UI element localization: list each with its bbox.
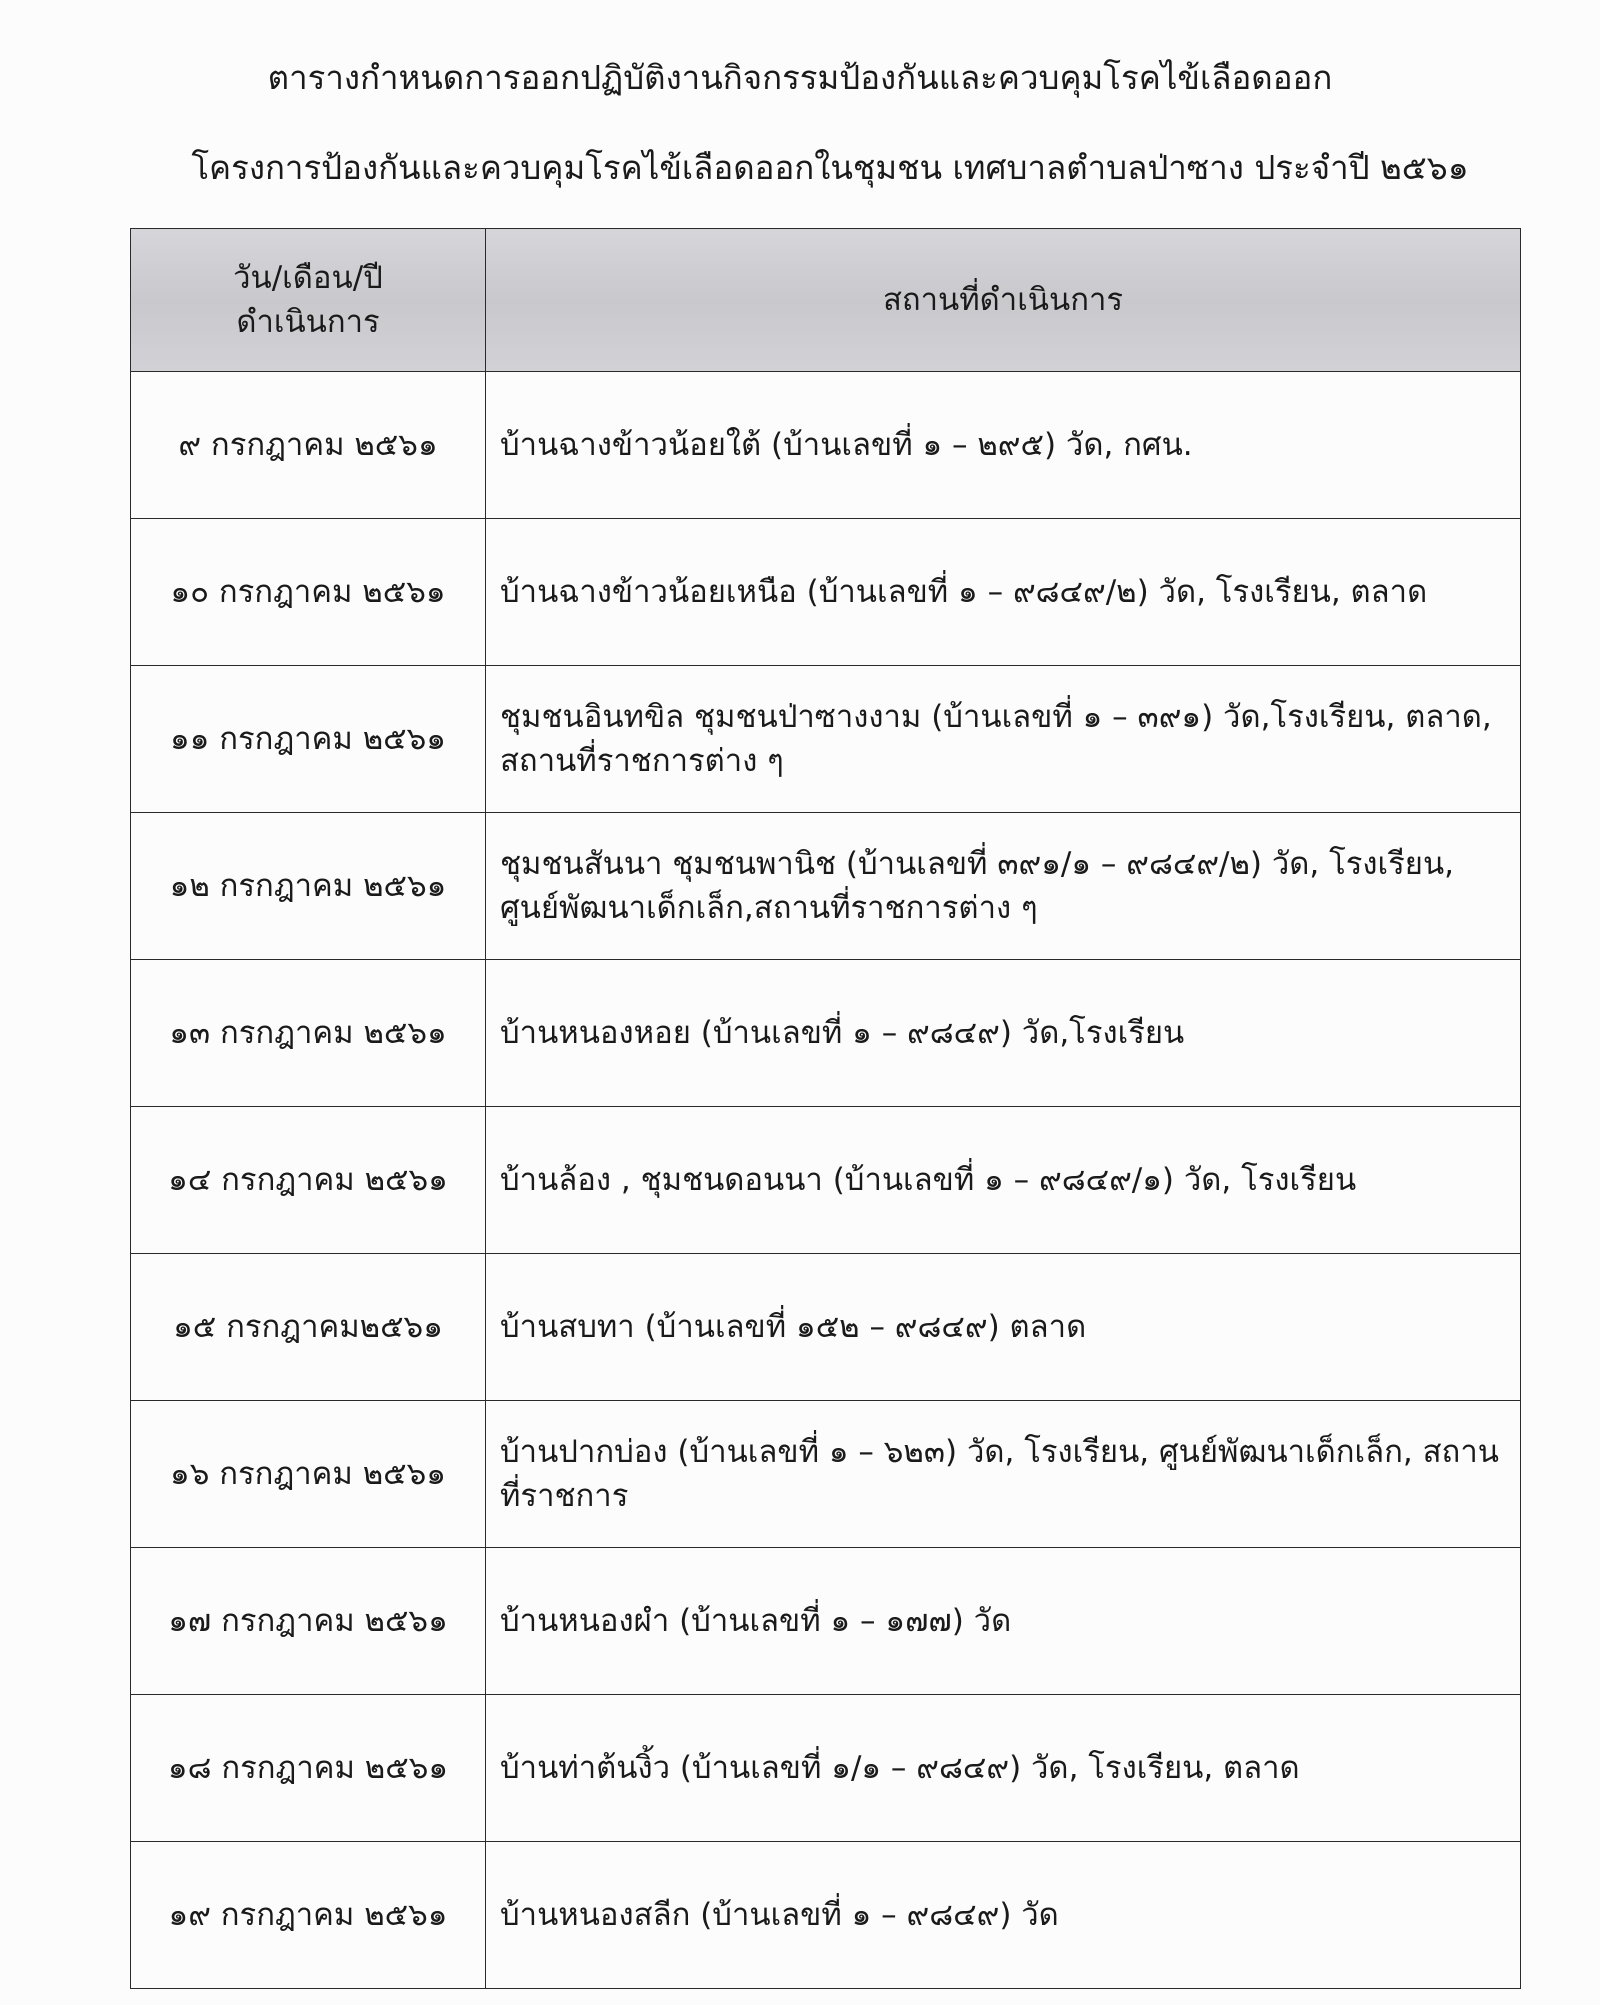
document-subtitle: โครงการป้องกันและควบคุมโรคไข้เลือดออกในชุมชน เทศบาลตำบลป่าซาง ประจำปี ๒๕๖๑ bbox=[191, 148, 1469, 187]
table-header-row bbox=[131, 229, 1521, 372]
table-row bbox=[131, 1842, 1521, 1989]
place-cell: บ้านหนองหอย (บ้านเลขที่ ๑ – ๙๘๔๙) วัด,โรงเรียน bbox=[486, 960, 1521, 1107]
date-cell: ๑๙ กรกฎาคม ๒๕๖๑ bbox=[131, 1842, 486, 1989]
place-cell: ชุมชนสันนา ชุมชนพานิช (บ้านเลขที่ ๓๙๑/๑ – ๙๘๔๙/๒) วัด, โรงเรียน, ศูนย์พัฒนาเด็กเล็ก,สถานที่ราชการต่าง ๆ bbox=[486, 813, 1521, 960]
date-cell: ๑๓ กรกฎาคม ๒๕๖๑ bbox=[131, 960, 486, 1107]
place-cell: ชุมชนอินทขิล ชุมชนป่าซางงาม (บ้านเลขที่ ๑ – ๓๙๑) วัด,โรงเรียน, ตลาด, สถานที่ราชการต่าง ๆ bbox=[486, 666, 1521, 813]
place-cell: บ้านฉางข้าวน้อยเหนือ (บ้านเลขที่ ๑ – ๙๘๔๙/๒) วัด, โรงเรียน, ตลาด bbox=[486, 519, 1521, 666]
table-row bbox=[131, 1695, 1521, 1842]
table-row bbox=[131, 813, 1521, 960]
table-row bbox=[131, 519, 1521, 666]
table-row bbox=[131, 1401, 1521, 1548]
table-row bbox=[131, 666, 1521, 813]
table-row bbox=[131, 372, 1521, 519]
date-cell: ๑๔ กรกฎาคม ๒๕๖๑ bbox=[131, 1107, 486, 1254]
place-cell: บ้านหนองสลีก (บ้านเลขที่ ๑ – ๙๘๔๙) วัด bbox=[486, 1842, 1521, 1989]
place-cell: บ้านล้อง , ชุมชนดอนนา (บ้านเลขที่ ๑ – ๙๘๔๙/๑) วัด, โรงเรียน bbox=[486, 1107, 1521, 1254]
date-cell: ๑๘ กรกฎาคม ๒๕๖๑ bbox=[131, 1695, 486, 1842]
place-cell: บ้านหนองผำ (บ้านเลขที่ ๑ – ๑๗๗) วัด bbox=[486, 1548, 1521, 1695]
place-cell: บ้านท่าต้นงิ้ว (บ้านเลขที่ ๑/๑ – ๙๘๔๙) วัด, โรงเรียน, ตลาด bbox=[486, 1695, 1521, 1842]
date-header-line2: ดำเนินการ bbox=[236, 304, 380, 340]
date-cell: ๑๑ กรกฎาคม ๒๕๖๑ bbox=[131, 666, 486, 813]
document-title: ตารางกำหนดการออกปฏิบัติงานกิจกรรมป้องกันและควบคุมโรคไข้เลือดออก bbox=[267, 58, 1333, 97]
place-cell: บ้านฉางข้าวน้อยใต้ (บ้านเลขที่ ๑ – ๒๙๕) วัด, กศน. bbox=[486, 372, 1521, 519]
place-column-header: สถานที่ดำเนินการ bbox=[486, 229, 1521, 372]
schedule-table bbox=[130, 228, 1521, 1989]
date-column-header bbox=[131, 229, 486, 372]
date-cell: ๑๖ กรกฎาคม ๒๕๖๑ bbox=[131, 1401, 486, 1548]
place-cell: บ้านสบทา (บ้านเลขที่ ๑๕๒ – ๙๘๔๙) ตลาด bbox=[486, 1254, 1521, 1401]
date-cell: ๑๗ กรกฎาคม ๒๕๖๑ bbox=[131, 1548, 486, 1695]
table-row bbox=[131, 1548, 1521, 1695]
table-row bbox=[131, 1107, 1521, 1254]
date-cell: ๑๐ กรกฎาคม ๒๕๖๑ bbox=[131, 519, 486, 666]
table-row bbox=[131, 960, 1521, 1107]
date-cell: ๙ กรกฎาคม ๒๕๖๑ bbox=[131, 372, 486, 519]
table-row bbox=[131, 1254, 1521, 1401]
date-cell: ๑๒ กรกฎาคม ๒๕๖๑ bbox=[131, 813, 486, 960]
date-header-line1: วัน/เดือน/ปี bbox=[233, 260, 383, 296]
date-cell: ๑๕ กรกฎาคม๒๕๖๑ bbox=[131, 1254, 486, 1401]
place-cell: บ้านปากบ่อง (บ้านเลขที่ ๑ – ๖๒๓) วัด, โรงเรียน, ศูนย์พัฒนาเด็กเล็ก, สถานที่ราชการ bbox=[486, 1401, 1521, 1548]
